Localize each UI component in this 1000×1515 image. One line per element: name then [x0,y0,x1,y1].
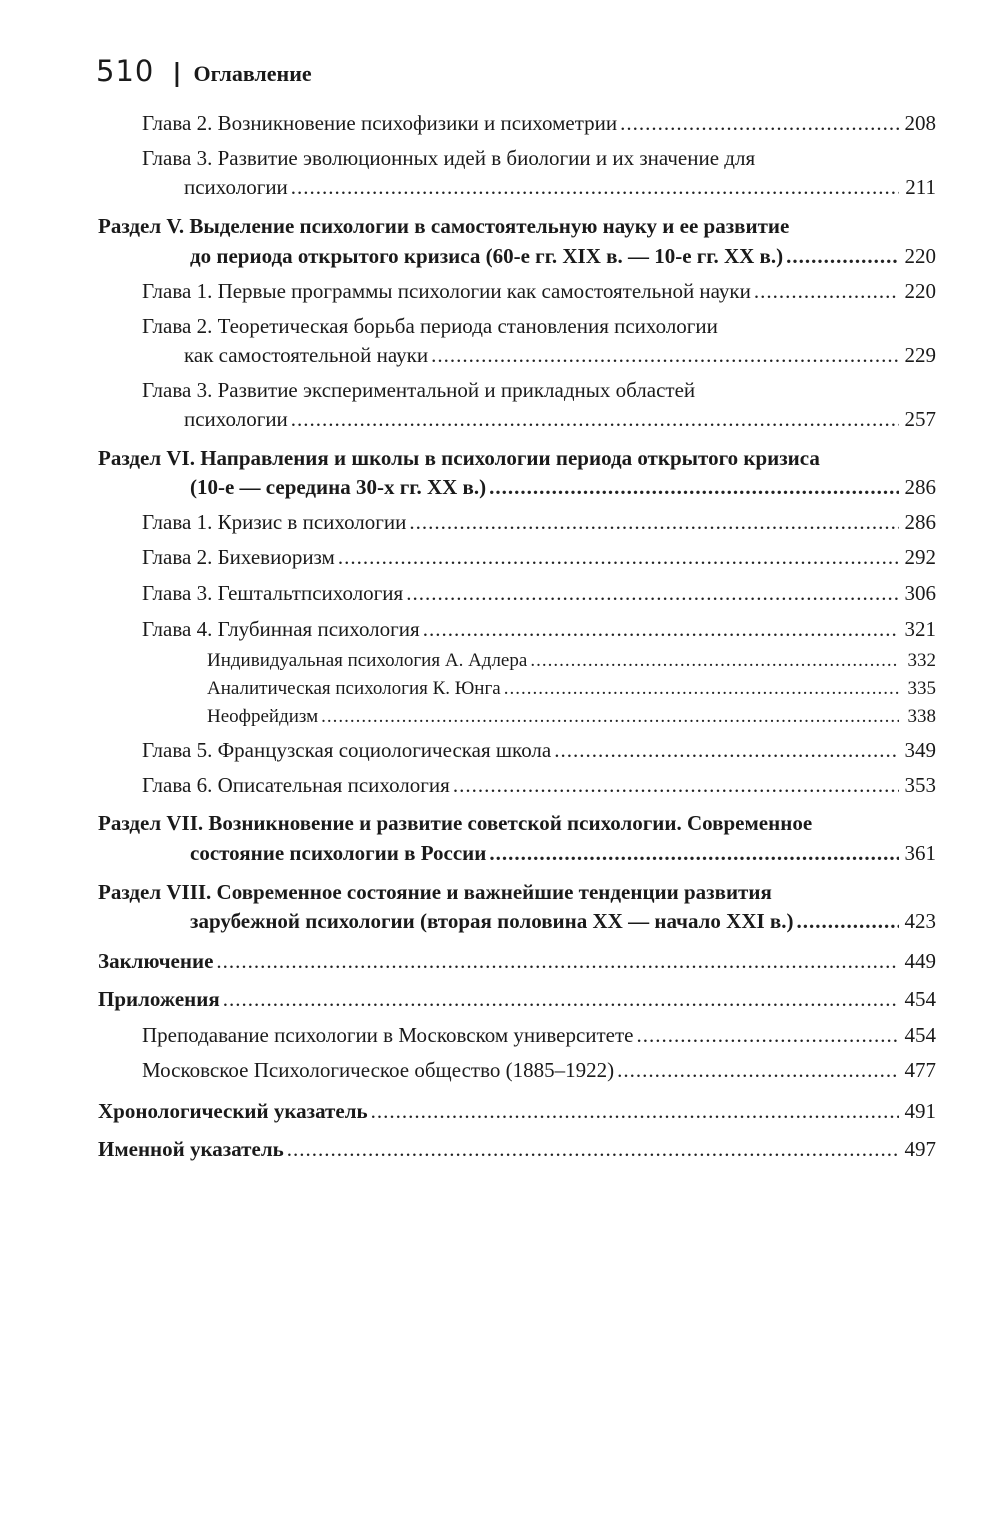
leader-dots [409,507,899,537]
toc-title: Глава 4. Глубинная психология [142,617,420,641]
page-header [96,54,312,88]
toc-title: Глава 2. Бихевиоризм [142,545,335,569]
toc-page: 229 [904,343,936,367]
leader-dots [223,984,899,1014]
toc-page: 306 [904,581,936,605]
toc-page: 292 [904,545,936,569]
toc-title: Аналитическая психология К. Юнга [207,678,501,699]
toc-page: 497 [904,1137,936,1161]
toc-page: 491 [904,1099,936,1123]
toc-title: Глава 5. Французская социологическая школа [142,738,552,762]
leader-dots [216,946,899,976]
toc-title: Раздел VI. Направления и школы в психологии периода открытого кризиса [98,446,820,470]
leader-dots [754,276,899,306]
toc-title: Глава 2. Теоретическая борьба периода становления психологии [142,314,718,338]
toc-page: 338 [907,706,936,727]
leader-dots [530,647,899,675]
leader-dots [489,838,899,868]
leader-dots [423,614,899,644]
toc-page: 449 [904,949,936,973]
toc-page: 454 [904,987,936,1011]
toc-page: 335 [907,678,936,699]
toc-page: 220 [904,244,936,268]
leader-dots [554,735,899,765]
toc-title: Раздел VII. Возникновение и развитие советской психологии. Современное [98,811,813,835]
toc-page: 349 [904,738,936,762]
toc-title: Раздел VIII. Современное состояние и важнейшие тенденции развития [98,880,772,904]
toc-title-cont: зарубежной психологии (вторая половина XX — начало XXI в.) [190,909,794,933]
page-number: 510 [96,54,155,88]
toc-page: 211 [905,175,936,199]
leader-dots [338,542,899,572]
leader-dots [406,578,899,608]
toc-title: Именной указатель [98,1137,284,1161]
leader-dots [371,1096,899,1126]
toc-title: Индивидуальная психология А. Адлера [207,650,528,671]
leader-dots [321,703,899,731]
toc-title: Глава 1. Кризис в психологии [142,510,407,534]
leader-dots [287,1134,899,1164]
toc-page: 361 [904,841,936,865]
toc-page: 477 [904,1058,936,1082]
toc-title: Глава 6. Описательная психология [142,773,450,797]
header-separator: | [172,58,182,87]
leader-dots [620,108,899,138]
toc-title: Неофрейдизм [207,706,319,727]
leader-dots [489,472,899,502]
leader-dots [291,404,899,434]
toc-page: 321 [904,617,936,641]
toc-title-cont: до периода открытого кризиса (60-е гг. XIX в. — 10-е гг. XX в.) [190,244,784,268]
toc-page: 257 [904,407,936,431]
toc-page: 332 [907,650,936,671]
toc-title: Глава 2. Возникновение психофизики и психометрии [142,111,618,135]
toc-title-cont: психологии [184,175,288,199]
toc-page: 208 [904,111,936,135]
toc-title: Глава 3. Развитие эволюционных идей в биологии и их значение для [142,146,756,170]
leader-dots [453,770,899,800]
leader-dots [504,675,899,703]
toc-title-cont: (10-е — середина 30-х гг. XX в.) [190,475,487,499]
toc-page: 286 [904,475,936,499]
toc-page: 353 [904,773,936,797]
toc-title: Раздел V. Выделение психологии в самостоятельную науку и ее развитие [98,214,790,238]
toc-title: Глава 3. Гештальтпсихология [142,581,404,605]
toc-page: 454 [904,1023,936,1047]
toc-page: 220 [904,279,936,303]
leader-dots [291,172,899,202]
toc-title: Приложения [98,987,220,1011]
toc-title: Глава 3. Развитие экспериментальной и прикладных областей [142,378,696,402]
toc-title: Глава 1. Первые программы психологии как самостоятельной науки [142,279,751,303]
leader-dots [637,1020,899,1050]
toc-title-cont: психологии [184,407,288,431]
leader-dots [617,1055,899,1085]
leader-dots [786,241,899,271]
toc-title: Преподавание психологии в Московском университете [142,1023,634,1047]
toc-title-cont: как самостоятельной науки [184,343,429,367]
toc-title-cont: состояние психологии в России [190,841,487,865]
toc-title: Хронологический указатель [98,1099,368,1123]
running-title: Оглавление [193,61,312,86]
toc-title: Заключение [98,949,214,973]
toc-page: 286 [904,510,936,534]
leader-dots [797,906,900,936]
toc-title: Московское Психологическое общество (1885–1922) [142,1058,615,1082]
toc-page: 423 [904,909,936,933]
leader-dots [431,340,899,370]
